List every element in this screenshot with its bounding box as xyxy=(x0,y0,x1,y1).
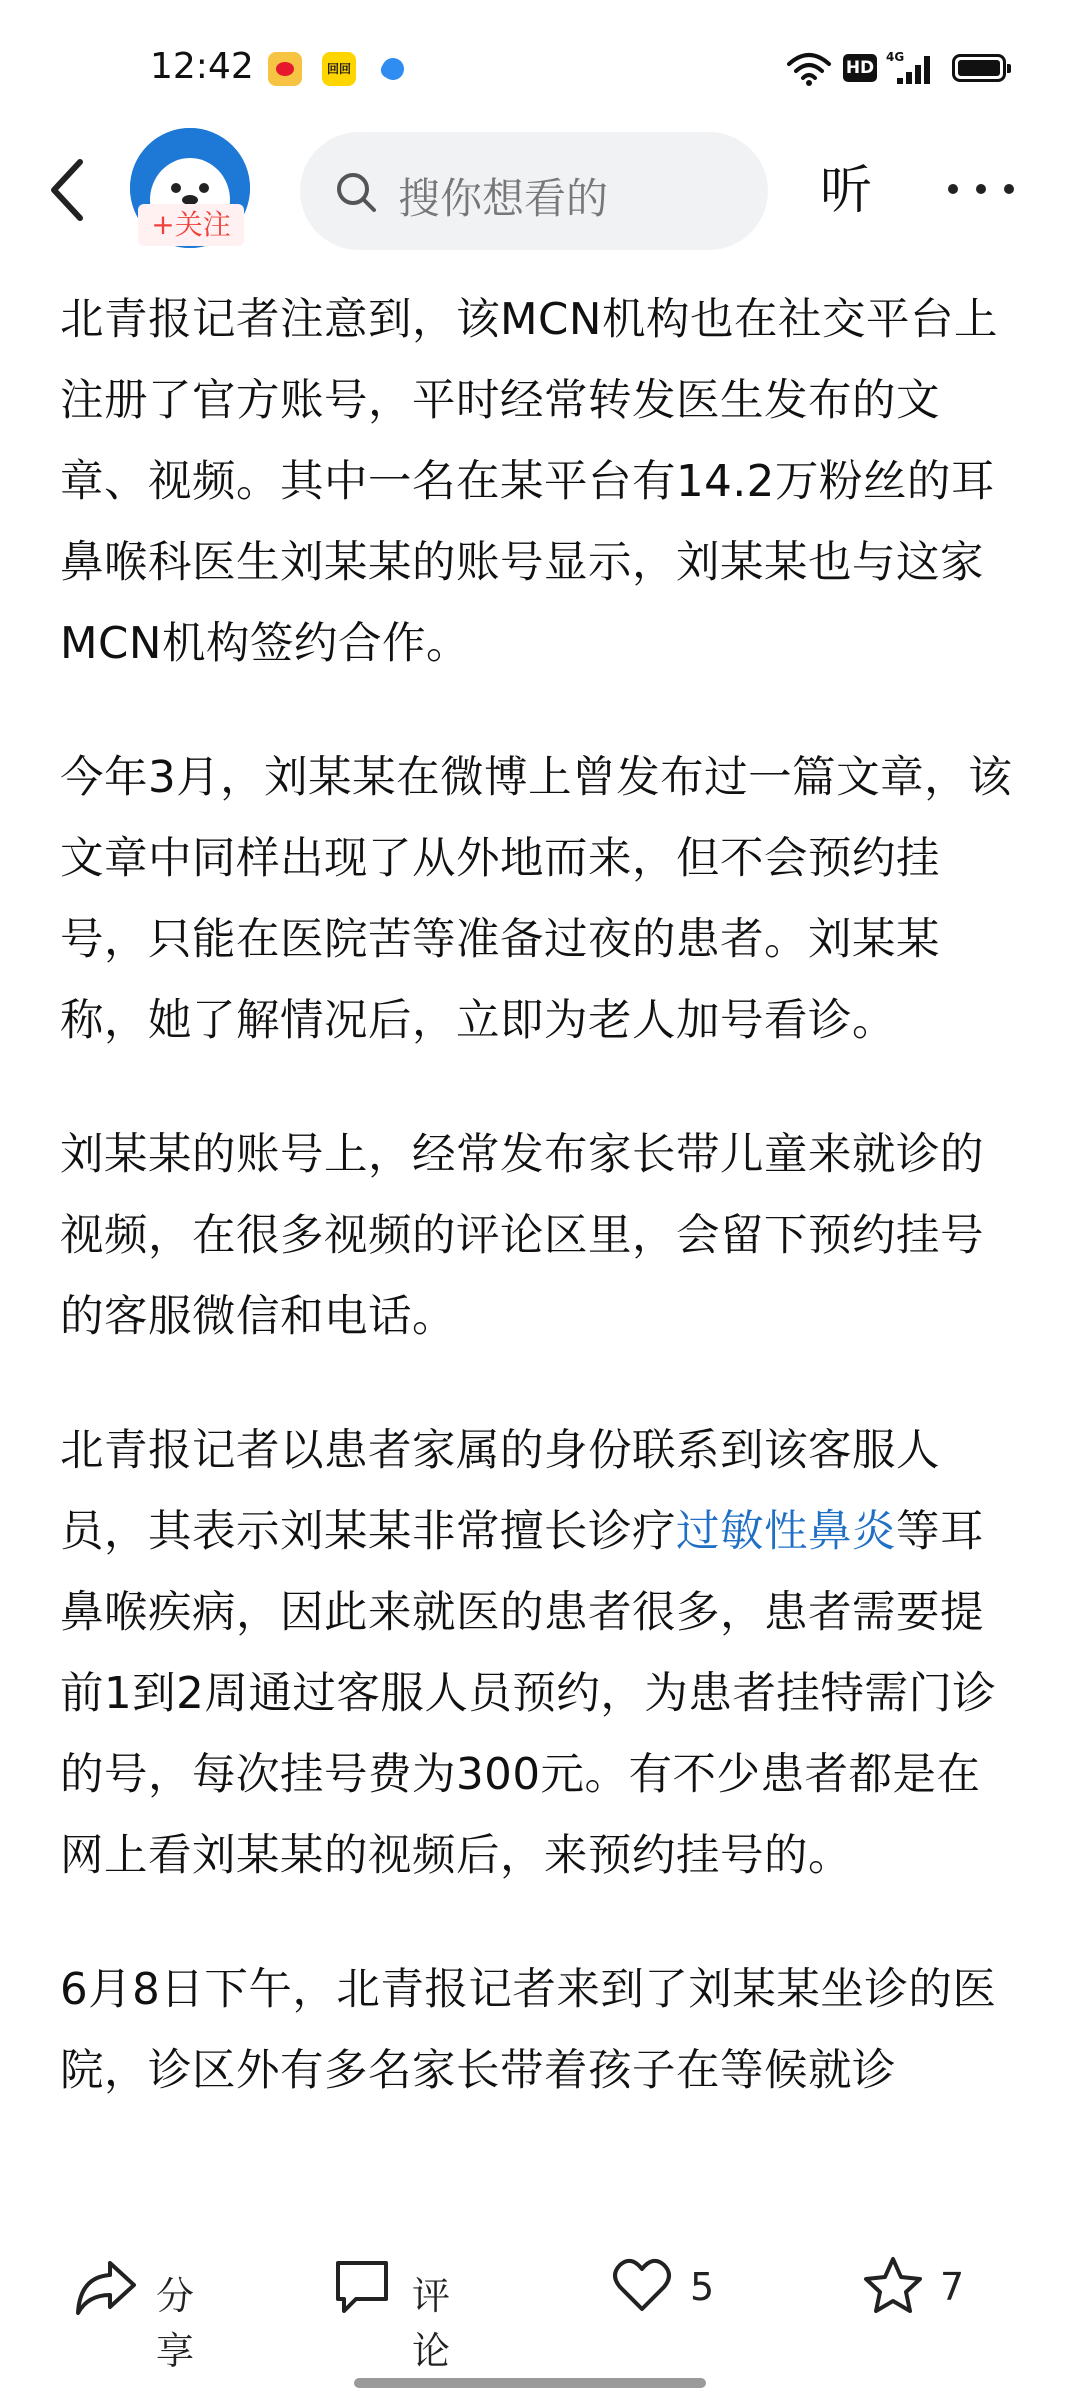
chevron-left-icon xyxy=(40,150,100,230)
network-type: 4G xyxy=(886,50,905,64)
like-count: 5 xyxy=(690,2265,715,2309)
share-icon xyxy=(74,2255,138,2319)
comment-label: 评论 xyxy=(412,2274,451,2373)
more-dot-icon xyxy=(976,184,986,194)
more-dot-icon xyxy=(948,184,958,194)
article-paragraph xyxy=(60,1411,1020,1897)
back-button[interactable] xyxy=(40,150,100,230)
favorite-count: 7 xyxy=(940,2265,965,2309)
search-placeholder: 搜你想看的 xyxy=(398,174,609,223)
follow-button[interactable]: +关注 xyxy=(138,204,244,246)
wifi-icon xyxy=(786,52,832,86)
blue-app-notification-icon xyxy=(376,52,410,86)
share-label: 分享 xyxy=(156,2274,195,2373)
battery-icon xyxy=(952,54,1006,82)
home-indicator[interactable] xyxy=(354,2378,706,2388)
comment-icon xyxy=(330,2255,394,2319)
article-paragraph: 6月8日下午，北青报记者来到了刘某某坐诊的医院，诊区外有多名家长带着孩子在等候就诊 xyxy=(60,1965,997,2096)
article-paragraph: 北青报记者注意到，该MCN机构也在社交平台上注册了官方账号，平时经常转发医生发布的文章、视频。其中一名在某平台有14.2万粉丝的耳鼻喉科医生刘某某的账号显示，刘某某也与这家MCN机构签约合作。 xyxy=(60,295,998,669)
article-paragraph: 今年3月，刘某某在微博上曾发布过一篇文章，该文章中同样出现了从外地而来，但不会预约挂号，只能在医院苦等准备过夜的患者。刘某某称，她了解情况后，立即为老人加号看诊。 xyxy=(60,753,1013,1046)
more-dot-icon xyxy=(1004,184,1014,194)
status-time: 12:42 xyxy=(150,46,254,87)
status-bar xyxy=(0,0,1080,130)
listen-button[interactable]: 听 xyxy=(820,161,873,221)
star-icon xyxy=(862,2255,924,2317)
hd-badge: HD xyxy=(843,54,877,82)
article-paragraph: 刘某某的账号上，经常发布家长带儿童来就诊的视频，在很多视频的评论区里，会留下预约挂号的客服微信和电话。 xyxy=(60,1130,984,1342)
weibo-notification-icon xyxy=(268,52,302,86)
news-app-notification-icon: 回回 xyxy=(322,52,356,86)
heart-icon xyxy=(612,2255,672,2315)
search-icon xyxy=(334,170,378,214)
paragraph-text: 等耳鼻喉疾病，因此来就医的患者很多，患者需要提前1到2周通过客服人员预约，为患者挂特需门诊的号，每次挂号费为300元。有不少患者都是在网上看刘某某的视频后，来预约挂号的。 xyxy=(60,1507,997,1881)
search-input[interactable] xyxy=(300,132,768,250)
article-body xyxy=(60,280,1020,2165)
bottom-action-bar xyxy=(0,2215,1080,2400)
more-options-button[interactable] xyxy=(948,180,1018,200)
keyword-link[interactable]: 过敏性鼻炎 xyxy=(676,1507,896,1557)
paragraph-text: 北青报记者以患者家属的身份联系到该客服人员，其表示刘某某非常擅长诊疗 xyxy=(60,1426,940,1557)
